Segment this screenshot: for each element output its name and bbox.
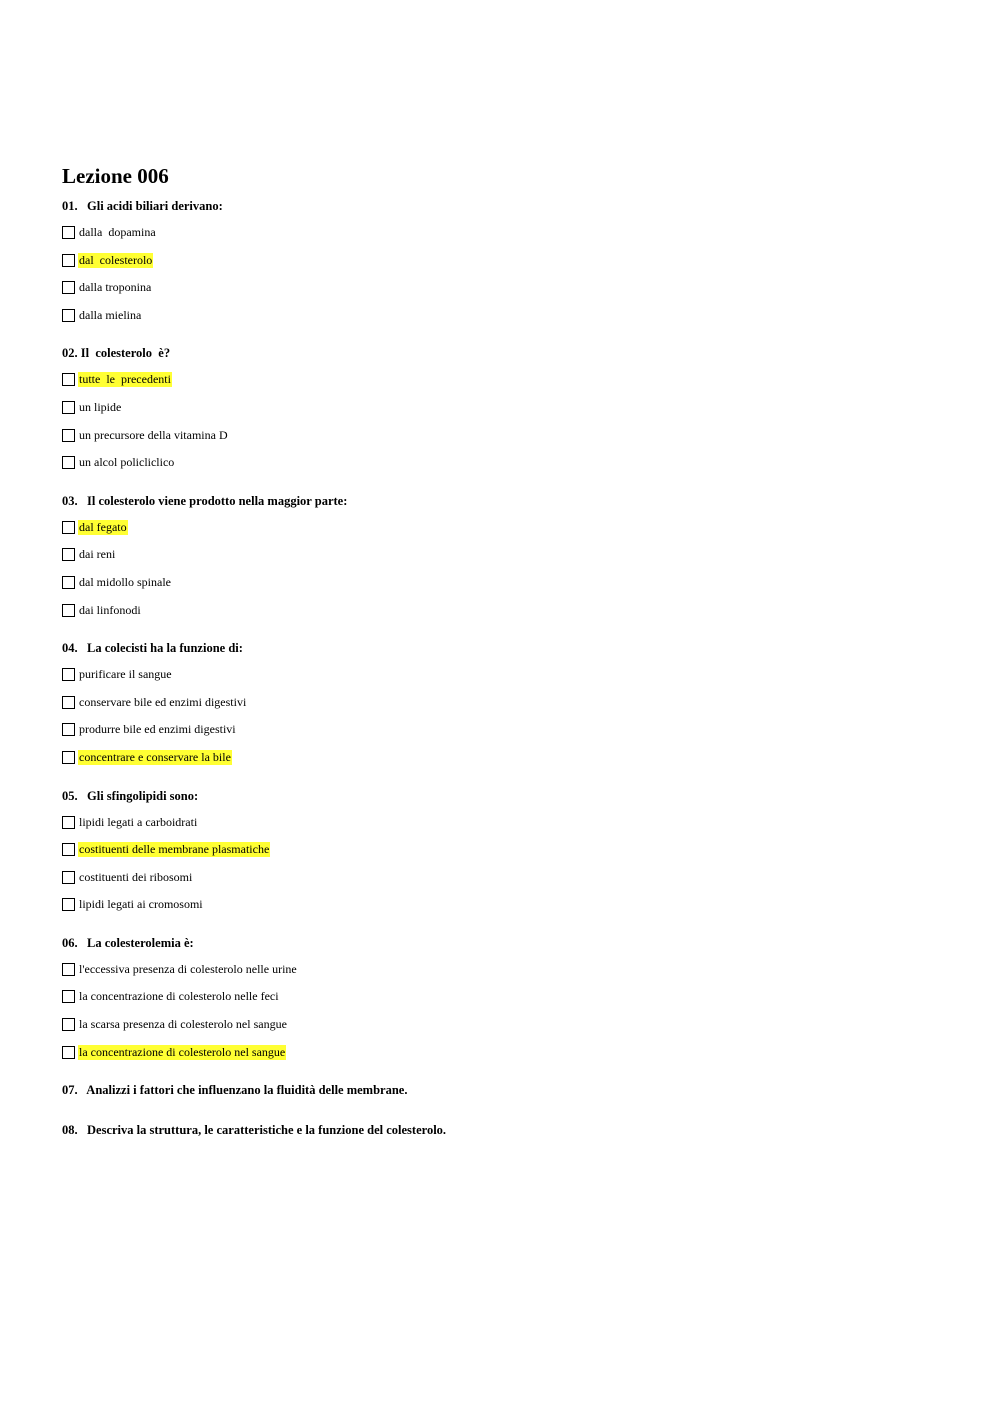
answer-option[interactable] — [62, 601, 962, 620]
answer-checkbox[interactable] — [62, 281, 75, 294]
answer-label-correct: dal colesterolo — [79, 252, 153, 267]
answer-checkbox[interactable] — [62, 898, 75, 911]
answer-checkbox[interactable] — [62, 521, 75, 534]
question-text: 01. Gli acidi biliari derivano: — [62, 199, 223, 213]
question-text: 04. La colecisti ha la funzione di: — [62, 641, 243, 656]
question-block — [62, 788, 962, 935]
answer-label: purificare il sangue — [79, 667, 172, 682]
answer-option[interactable] — [62, 545, 962, 564]
answer-label: dai reni — [79, 547, 116, 562]
answer-option[interactable] — [62, 426, 962, 445]
question-block — [62, 345, 962, 492]
answer-checkbox[interactable] — [62, 990, 75, 1003]
answer-label: la scarsa presenza di colesterolo nel sangue — [79, 1017, 287, 1032]
answer-label-correct: dal fegato — [79, 519, 127, 534]
answer-option[interactable] — [62, 868, 962, 887]
question-text: 07. Analizzi i fattori che influenzano la fluidità delle membrane. — [62, 1083, 408, 1098]
answer-option[interactable] — [62, 960, 962, 979]
answer-option[interactable] — [62, 813, 962, 832]
question-text: 08. Descriva la struttura, le caratteristiche e la funzione del colesterolo. — [62, 1123, 447, 1138]
answer-checkbox[interactable] — [62, 751, 75, 764]
answer-option[interactable] — [62, 840, 962, 859]
answer-option[interactable] — [62, 895, 962, 914]
answer-checkbox[interactable] — [62, 696, 75, 709]
answer-label: l'eccessiva presenza di colesterolo nelle urine — [79, 961, 297, 976]
answer-label: dal midollo spinale — [79, 574, 171, 589]
answer-label: lipidi legati a carboidrati — [79, 814, 198, 829]
answer-option[interactable] — [62, 370, 962, 389]
answer-option[interactable] — [62, 251, 962, 270]
question-text: 05. Gli sfingolipidi sono: — [62, 788, 199, 803]
answer-checkbox[interactable] — [62, 309, 75, 322]
answer-option[interactable] — [62, 1043, 962, 1062]
answer-option[interactable] — [62, 518, 962, 537]
answer-label: un precursore della vitamina D — [79, 427, 228, 442]
answer-checkbox[interactable] — [62, 1046, 75, 1059]
answer-label: un lipide — [79, 399, 122, 414]
answer-option[interactable] — [62, 665, 962, 684]
answer-checkbox[interactable] — [62, 429, 75, 442]
answer-checkbox[interactable] — [62, 254, 75, 267]
answer-checkbox[interactable] — [62, 401, 75, 414]
answer-option[interactable] — [62, 573, 962, 592]
answer-checkbox[interactable] — [62, 1018, 75, 1031]
question-block — [62, 935, 962, 1082]
answer-option[interactable] — [62, 453, 962, 472]
answer-option[interactable] — [62, 748, 962, 767]
document-page — [62, 163, 962, 1162]
answer-label-correct: la concentrazione di colesterolo nel sangue — [79, 1044, 286, 1059]
answer-checkbox[interactable] — [62, 843, 75, 856]
answer-checkbox[interactable] — [62, 963, 75, 976]
answer-option[interactable] — [62, 306, 962, 325]
answer-label: conservare bile ed enzimi digestivi — [79, 694, 247, 709]
answer-checkbox[interactable] — [62, 548, 75, 561]
answer-checkbox[interactable] — [62, 723, 75, 736]
answer-option[interactable] — [62, 720, 962, 739]
answer-option[interactable] — [62, 223, 962, 242]
question-block — [62, 1082, 962, 1098]
answer-checkbox[interactable] — [62, 816, 75, 829]
answer-checkbox[interactable] — [62, 576, 75, 589]
answer-label-correct: costituenti delle membrane plasmatiche — [79, 842, 270, 857]
question-block — [62, 640, 962, 787]
answer-label: la concentrazione di colesterolo nelle feci — [79, 989, 279, 1004]
question-block — [62, 493, 962, 640]
answer-checkbox[interactable] — [62, 373, 75, 386]
answer-label: dai linfonodi — [79, 602, 141, 617]
answer-label: un alcol policliclico — [79, 455, 175, 470]
answer-label-correct: tutte le precedenti — [79, 372, 171, 387]
question-text: 02. Il colesterolo è? — [62, 346, 171, 361]
answer-label: dalla dopamina — [79, 225, 156, 239]
answer-option[interactable] — [62, 1015, 962, 1034]
answer-label: lipidi legati ai cromosomi — [79, 897, 203, 912]
question-text: 03. Il colesterolo viene prodotto nella maggior parte: — [62, 493, 348, 508]
answer-option[interactable] — [62, 398, 962, 417]
answer-option[interactable] — [62, 278, 962, 297]
answer-label: costituenti dei ribosomi — [79, 869, 193, 884]
question-text: 06. La colesterolemia è: — [62, 935, 194, 950]
question-block — [62, 1122, 962, 1138]
answer-checkbox[interactable] — [62, 456, 75, 469]
answer-checkbox[interactable] — [62, 668, 75, 681]
answer-label: produrre bile ed enzimi digestivi — [79, 722, 236, 737]
answer-option[interactable] — [62, 987, 962, 1006]
answer-checkbox[interactable] — [62, 604, 75, 617]
answer-checkbox[interactable] — [62, 871, 75, 884]
answer-label: dalla troponina — [79, 280, 152, 295]
question-block — [62, 198, 962, 345]
answer-option[interactable] — [62, 693, 962, 712]
answer-label: dalla mielina — [79, 307, 142, 322]
page-title: Lezione 006 — [62, 164, 169, 188]
answer-label-correct: concentrare e conservare la bile — [79, 749, 231, 764]
answer-checkbox[interactable] — [62, 226, 75, 239]
question-list — [62, 198, 962, 1138]
